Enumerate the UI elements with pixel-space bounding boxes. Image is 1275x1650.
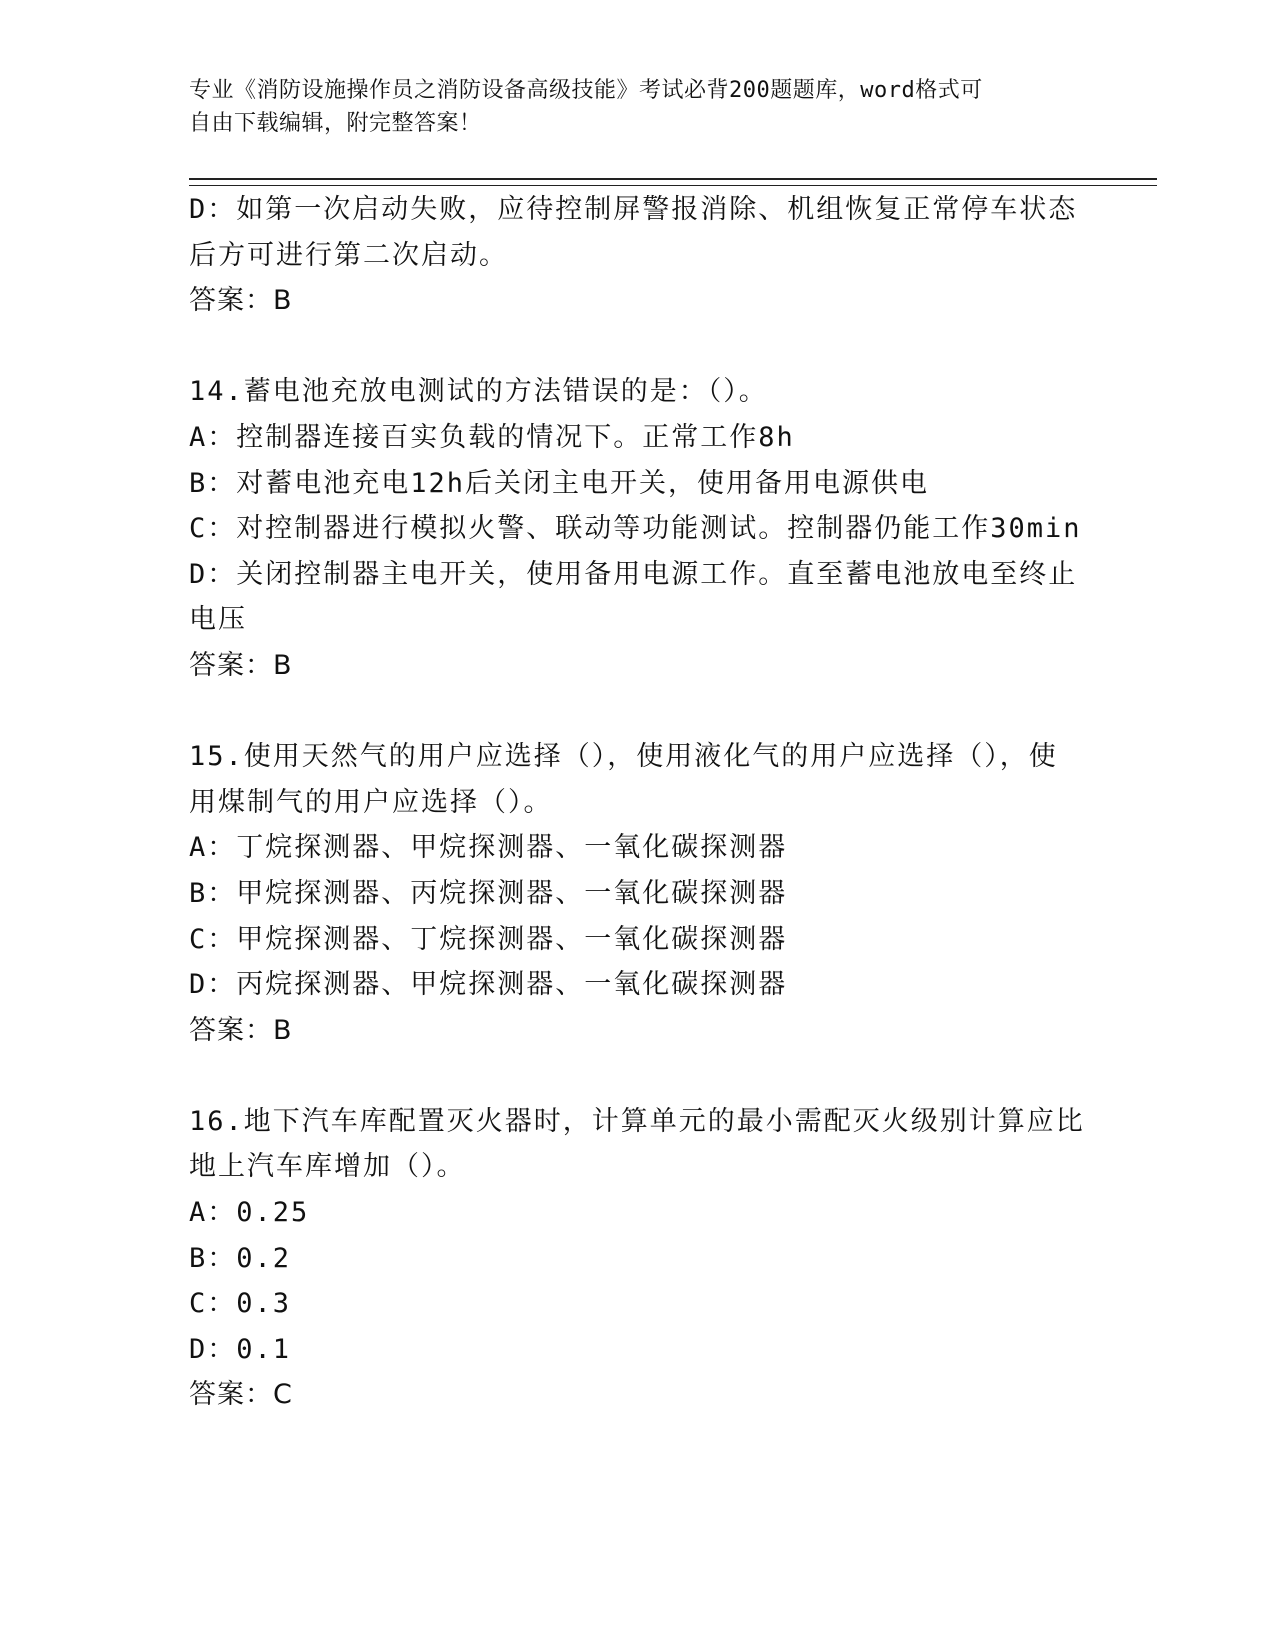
option-a: A：丁烷探测器、甲烷探测器、一氧化碳探测器 [189, 832, 788, 864]
option-b: B：对蓄电池充电12h后关闭主电开关，使用备用电源供电 [189, 467, 930, 499]
header-divider [189, 178, 1157, 186]
option-c: C：对控制器进行模拟火警、联动等功能测试。控制器仍能工作30min [189, 513, 1082, 545]
option-d: D：0.1 [189, 1333, 292, 1365]
option-d: D：关闭控制器主电开关，使用备用电源工作。直至蓄电池放电至终止 [189, 558, 1078, 590]
question-14 [189, 369, 1089, 688]
answer: 答案：B [189, 1014, 293, 1046]
header-title-line-2: 自由下载编辑，附完整答案！ [189, 111, 482, 136]
option-a: A：控制器连接百实负载的情况下。正常工作8h [189, 421, 795, 453]
option-c: C：甲烷探测器、丁烷探测器、一氧化碳探测器 [189, 923, 788, 955]
option-b: B：0.2 [189, 1242, 292, 1274]
header-title-line-1: 专业《消防设施操作员之消防设备高级技能》考试必背200题题库，word格式可 [189, 78, 983, 103]
answer: 答案：C [189, 1379, 293, 1411]
spacer [189, 1053, 1089, 1099]
question-15 [189, 734, 1089, 1053]
option-c: C：0.3 [189, 1288, 292, 1320]
option-d-continued: 电压 [189, 604, 247, 636]
option-a: A：0.25 [189, 1197, 310, 1229]
option-d-continued: 后方可进行第二次启动。 [189, 239, 508, 271]
question-text: 14.蓄电池充放电测试的方法错误的是：（）。 [189, 376, 768, 408]
question-list [189, 187, 1089, 1418]
answer: 答案：B [189, 649, 293, 681]
option-d: D：丙烷探测器、甲烷探测器、一氧化碳探测器 [189, 969, 788, 1001]
question-16 [189, 1099, 1089, 1418]
option-d: D：如第一次启动失败，应待控制屏警报消除、机组恢复正常停车状态 [189, 194, 1078, 225]
option-b: B：甲烷探测器、丙烷探测器、一氧化碳探测器 [189, 877, 788, 909]
question-text: 16.地下汽车库配置灭火器时，计算单元的最小需配灭火级别计算应比 [189, 1105, 1085, 1137]
answer: 答案：B [189, 285, 293, 317]
question-text-continued: 用煤制气的用户应选择（）。 [189, 786, 553, 818]
spacer [189, 324, 1089, 370]
question-text: 15.使用天然气的用户应选择（），使用液化气的用户应选择（），使 [189, 741, 1058, 773]
question-13-continued [189, 187, 1089, 324]
document-header [189, 74, 1069, 140]
question-text-continued: 地上汽车库增加（）。 [189, 1151, 466, 1183]
spacer [189, 689, 1089, 735]
